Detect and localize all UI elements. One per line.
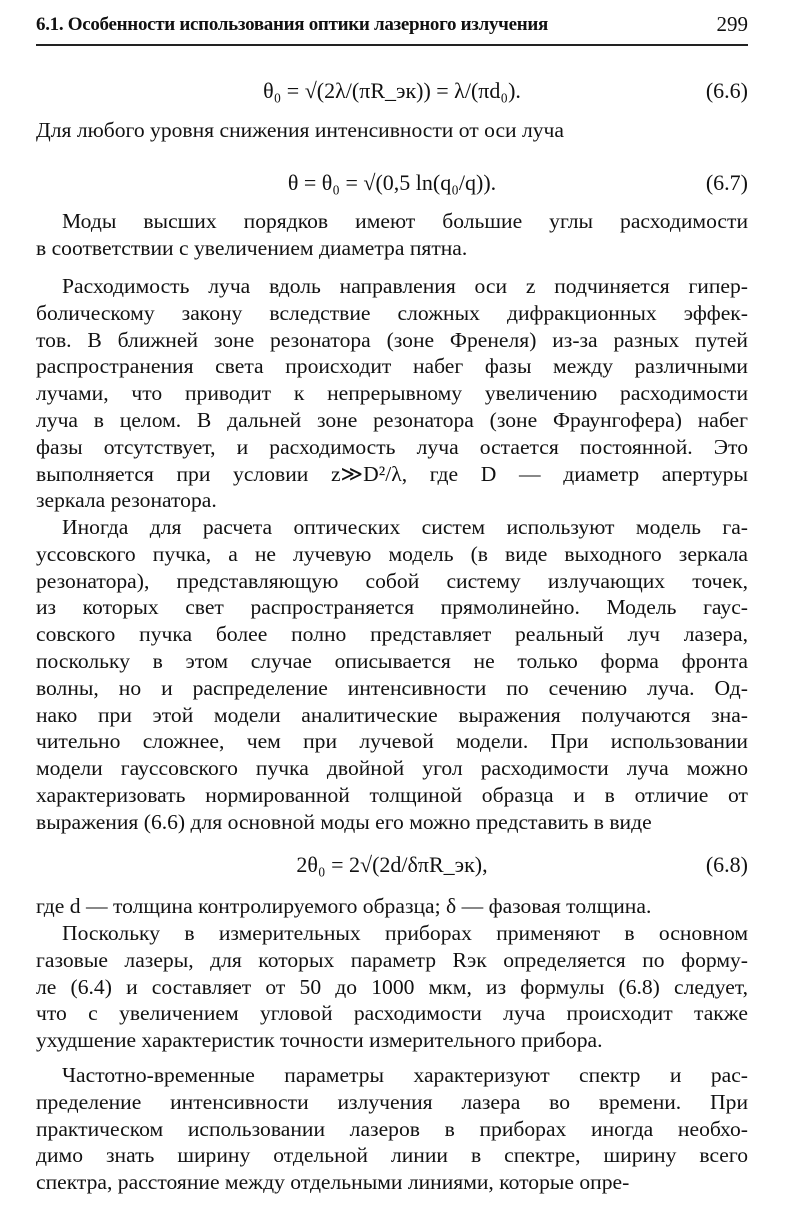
formula: θ₀ = √(2λ/(πR_эк)) = λ/(πd₀). <box>263 78 521 103</box>
text-line: Расходимость луча вдоль направления оси z подчиняется гипер- <box>62 274 748 298</box>
text-line: ухудшение характеристик точности измерительного прибора. <box>36 1028 603 1053</box>
text-line: распространения света происходит набег фазы между различными <box>36 354 748 379</box>
paragraph <box>36 273 748 514</box>
formula: 2θ₀ = 2√(2d/δπR_эк), <box>296 852 488 877</box>
text-line: нако при этой модели аналитические выражения получаются зна- <box>36 702 748 727</box>
text-line: фазы отсутствует, и расходимость луча остается постоянной. Это <box>36 434 748 459</box>
text-line: где d — толщина контролируемого образца; δ — фазовая толщина. <box>36 894 652 918</box>
text-line: характеризовать нормированной толщиной образца и в отличие от <box>36 782 748 807</box>
paragraph <box>36 920 748 1054</box>
text-line: зеркала резонатора. <box>36 488 217 513</box>
equation-6-7 <box>36 166 748 200</box>
equation-number: (6.6) <box>705 78 748 103</box>
text-line: тов. В ближней зоне резонатора (зоне Френеля) из-за разных путей <box>36 327 748 352</box>
text-line: Частотно-временные параметры характеризуют спектр и рас- <box>62 1063 748 1087</box>
text-line: из которых свет распространяется прямолинейно. Модель гаус- <box>36 595 748 620</box>
text-line: что с увеличением угловой расходимости луча происходит также <box>36 1001 748 1026</box>
equation-6-8 <box>36 848 748 882</box>
text-line: чительно сложнее, чем при лучевой модели. При использовании <box>36 729 748 754</box>
running-header <box>36 12 748 46</box>
paragraph <box>36 514 748 836</box>
text-line: выражения (6.6) для основной моды его можно представить в виде <box>36 809 652 834</box>
text-line: совского пучка более полно представляет реальный луч лазера, <box>36 622 748 647</box>
paragraph <box>36 1062 748 1196</box>
text-line: волны, но и распределение интенсивности по сечению луча. Од- <box>36 675 748 700</box>
formula: θ = θ₀ = √(0,5 ln(q₀/q)). <box>287 170 497 195</box>
paragraph <box>36 208 748 262</box>
text-line: Иногда для расчета оптических систем используют модель га- <box>62 515 748 539</box>
text-line: луча в целом. В дальней зоне резонатора (зоне Фраунгофера) набег <box>36 407 748 432</box>
section-title: 6.1. Особенности использования оптики лазерного излучения <box>36 14 549 35</box>
text-line: пределение интенсивности излучения лазера во времени. При <box>36 1089 748 1114</box>
equation-number: (6.7) <box>705 170 748 195</box>
text-line: выполняется при условии z≫D²/λ, где D — диаметр апертуры <box>36 461 748 486</box>
text-line: газовые лазеры, для которых параметр Rэк определяется по форму- <box>36 947 748 972</box>
page-number: 299 <box>716 12 748 36</box>
text-line: ле (6.4) и составляет от 50 до 1000 мкм, из формулы (6.8) следует, <box>36 974 748 999</box>
text-line: лучами, что приводит к непрерывному увеличению расходимости <box>36 381 748 406</box>
text-line: резонатора), представляющую собой систему излучающих точек, <box>36 568 748 593</box>
equation-number: (6.8) <box>705 852 748 877</box>
text-line: болическому закону вследствие сложных дифракционных эффек- <box>36 300 748 325</box>
text-line: уссовского пучка, а не лучевую модель (в виде выходного зеркала <box>36 541 748 566</box>
text-line: димо знать ширину отдельной линии в спектре, ширину всего <box>36 1143 748 1168</box>
text-line: Поскольку в измерительных приборах применяют в основном <box>62 921 748 945</box>
text-line: модели гауссовского пучка двойной угол расходимости луча можно <box>36 756 748 781</box>
text-line: Моды высших порядков имеют большие углы расходимости <box>62 209 748 233</box>
intro-text <box>36 117 748 144</box>
paragraph <box>36 893 748 920</box>
text-line: практическом использовании лазеров в приборах иногда необхо- <box>36 1116 748 1141</box>
equation-6-6 <box>36 74 748 108</box>
text-line: спектра, расстояние между отдельными линиями, которые опре- <box>36 1170 630 1195</box>
text-line: в соответствии с увеличением диаметра пятна. <box>36 235 468 260</box>
text-line: Для любого уровня снижения интенсивности от оси луча <box>36 118 565 142</box>
text-line: поскольку в этом случае описывается не только форма фронта <box>36 648 748 673</box>
